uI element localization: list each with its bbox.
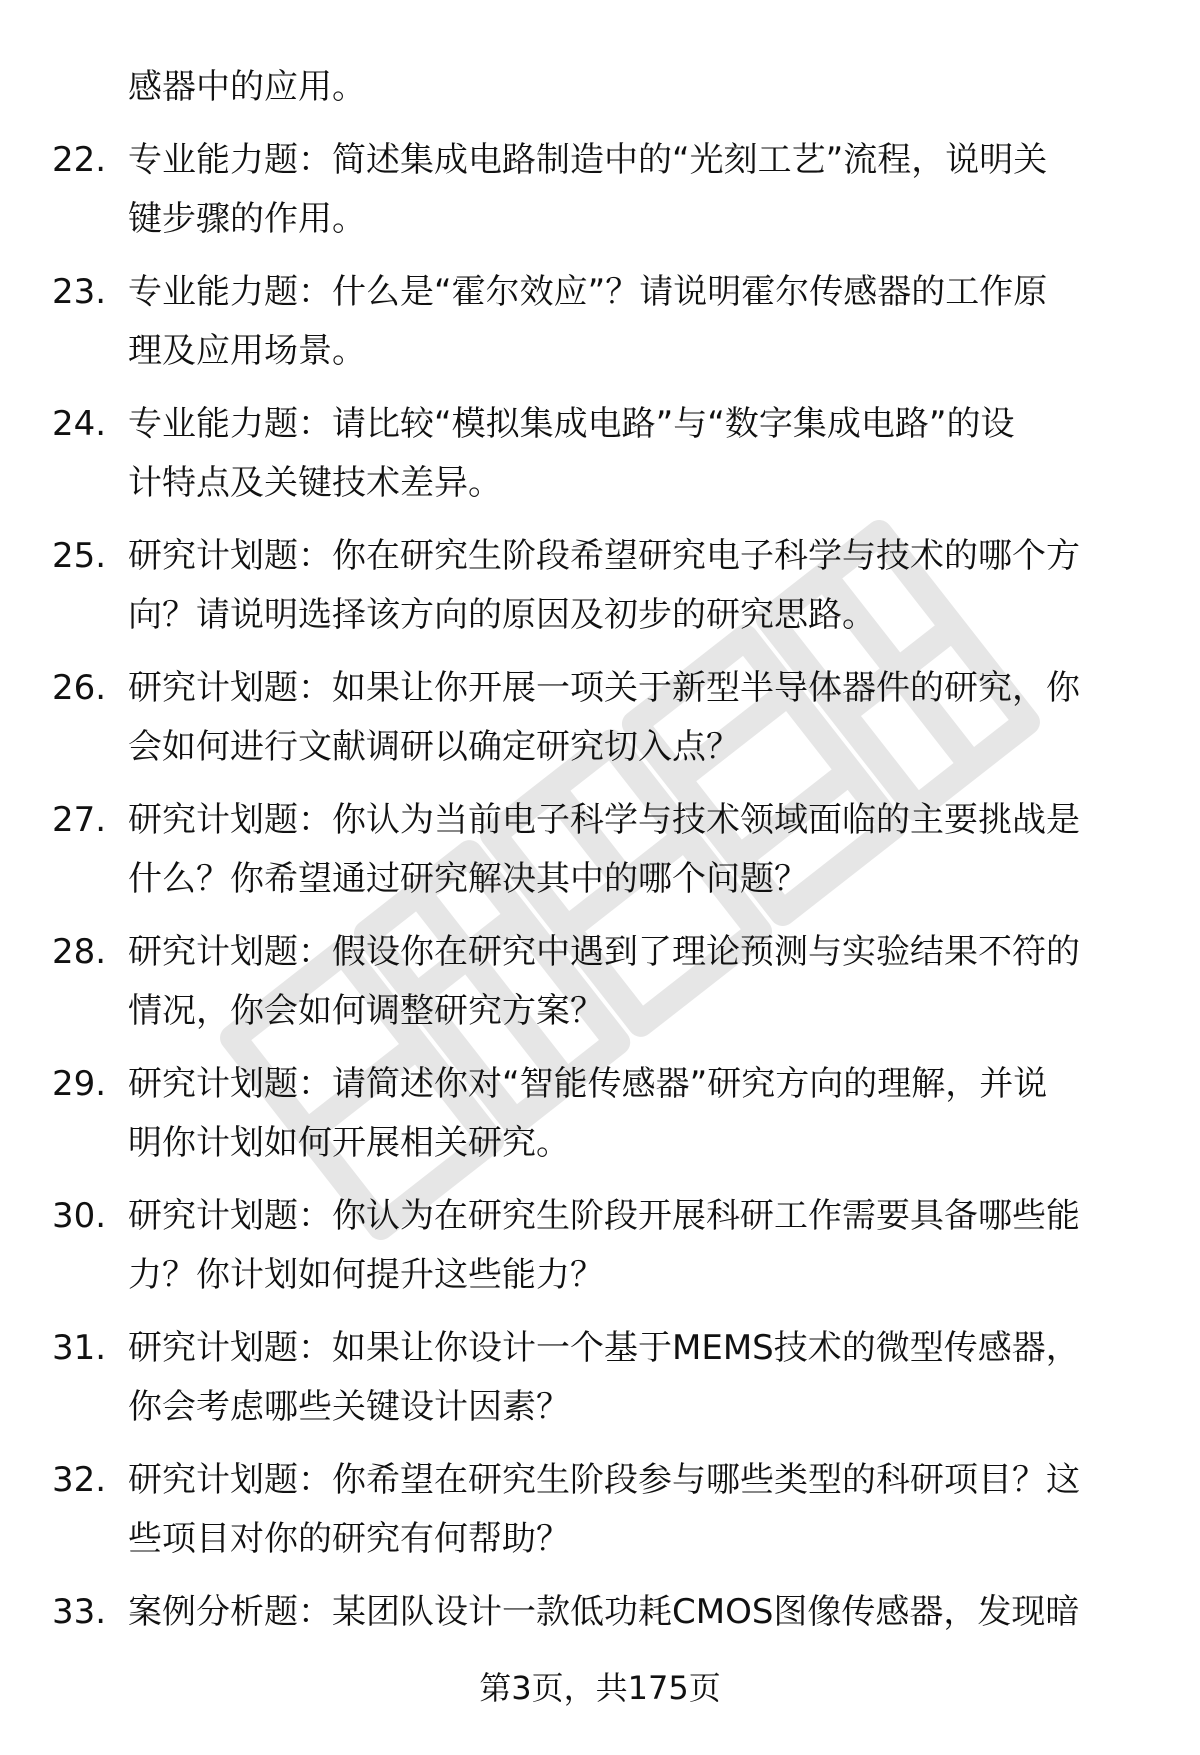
item-number: 23.	[52, 272, 107, 312]
item-text-line: 些项目对你的研究有何帮助？	[128, 1519, 570, 1559]
item-text-line: 计特点及关键技术差异。	[128, 463, 502, 503]
document-body	[0, 58, 1200, 1642]
item-text-line: 专业能力题：请比较“模拟集成电路”与“数字集成电路”的设	[128, 404, 1015, 444]
list-item	[0, 1187, 1200, 1305]
item-text-line: 研究计划题：你认为在研究生阶段开展科研工作需要具备哪些能	[128, 1196, 1080, 1236]
list-item	[0, 1451, 1200, 1569]
item-text-line: 研究计划题：你在研究生阶段希望研究电子科学与技术的哪个方	[128, 536, 1080, 576]
item-number: 26.	[52, 668, 107, 708]
item-text-line: 向？请说明选择该方向的原因及初步的研究思路。	[128, 595, 876, 635]
list-item	[0, 659, 1200, 777]
list-item	[0, 395, 1200, 513]
continued-text-line: 感器中的应用。	[128, 67, 366, 107]
item-text-line: 什么？你希望通过研究解决其中的哪个问题？	[128, 859, 808, 899]
item-text-line: 专业能力题：简述集成电路制造中的“光刻工艺”流程，说明关	[128, 140, 1048, 180]
item-number: 32.	[52, 1460, 107, 1500]
list-item	[0, 527, 1200, 645]
item-text-line: 力？你计划如何提升这些能力？	[128, 1255, 604, 1295]
item-text-line: 研究计划题：请简述你对“智能传感器”研究方向的理解，并说	[128, 1064, 1048, 1104]
item-text-line: 研究计划题：你希望在研究生阶段参与哪些类型的科研项目？这	[128, 1460, 1080, 1500]
item-text-line: 研究计划题：假设你在研究中遇到了理论预测与实验结果不符的	[128, 932, 1080, 972]
list-item	[0, 131, 1200, 249]
list-item	[0, 791, 1200, 909]
item-number: 27.	[52, 800, 107, 840]
item-text-line: 专业能力题：什么是“霍尔效应”？请说明霍尔传感器的工作原	[128, 272, 1048, 312]
item-text-line: 案例分析题：某团队设计一款低功耗CMOS图像传感器，发现暗	[128, 1592, 1080, 1632]
list-item	[0, 263, 1200, 381]
item-text-line: 研究计划题：如果让你设计一个基于MEMS技术的微型传感器，	[128, 1328, 1080, 1368]
item-text-line: 情况，你会如何调整研究方案？	[128, 991, 604, 1031]
item-number: 22.	[52, 140, 107, 180]
item-number: 29.	[52, 1064, 107, 1104]
item-text-line: 你会考虑哪些关键设计因素？	[128, 1387, 570, 1427]
item-text-line: 键步骤的作用。	[128, 199, 366, 239]
item-number: 28.	[52, 932, 107, 972]
list-item	[0, 1319, 1200, 1437]
item-number: 33.	[52, 1592, 107, 1632]
item-text-line: 会如何进行文献调研以确定研究切入点？	[128, 727, 740, 767]
page-footer: 第3页，共175页	[479, 1669, 721, 1707]
list-item	[0, 1055, 1200, 1173]
item-number: 31.	[52, 1328, 107, 1368]
list-item	[0, 923, 1200, 1041]
item-number: 24.	[52, 404, 107, 444]
item-number: 30.	[52, 1196, 107, 1236]
list-item	[0, 1583, 1200, 1642]
item-text-line: 明你计划如何开展相关研究。	[128, 1123, 570, 1163]
item-text-line: 研究计划题：你认为当前电子科学与技术领域面临的主要挑战是	[128, 800, 1080, 840]
item-text-line: 研究计划题：如果让你开展一项关于新型半导体器件的研究，你	[128, 668, 1080, 708]
item-text-line: 理及应用场景。	[128, 331, 366, 371]
item-number: 25.	[52, 536, 107, 576]
